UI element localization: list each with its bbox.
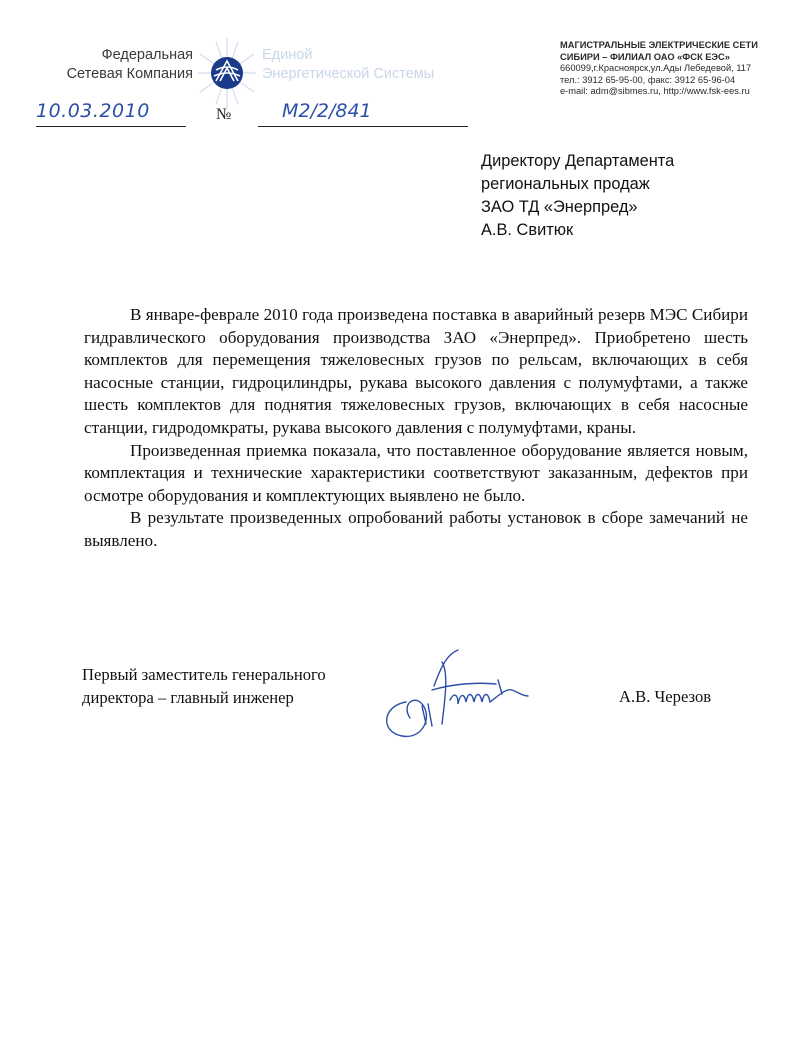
addressee-block [481, 150, 781, 242]
fsk-snowflake-emblem-icon [196, 36, 258, 110]
company-name-line: Энергетической Системы [262, 66, 435, 82]
outgoing-date: 10.03.2010 [36, 100, 150, 122]
body-paragraph: Произведенная приемка показала, что поставленное оборудование является новым, комплектация и технические характеристики соответствуют заказанным, дефектов при осмотре оборудования и комплектующих выявлено не было. [84, 440, 748, 505]
branch-phone: тел.: 3912 65-95-00, факс: 3912 65-96-04 [560, 74, 736, 85]
company-name-right [262, 46, 482, 84]
number-sign: № [216, 106, 232, 123]
company-name-left [28, 46, 193, 84]
branch-address: 660099,г.Красноярск,ул.Ады Лебедевой, 117 [560, 63, 752, 73]
body-paragraph: В январе-феврале 2010 года произведена поставка в аварийный резерв МЭС Сибири гидравлического оборудования производства ЗАО «Энерпред». Приобретено шесть комплектов для перемещения тяжеловесных грузов по рельсам, включающих в себя насосные станции, гидроцилиндры, рукава высокого давления с полумуфтами, а также шесть комплектов для поднятия тяжеловесных грузов, включающих в себя насосные станции, гидродомкраты, рукава высокого давления с полумуфтами, краны. [84, 305, 748, 437]
branch-name-line: МАГИСТРАЛЬНЫЕ ЭЛЕКТРИЧЕСКИЕ СЕТИ [560, 40, 758, 50]
branch-name-line: СИБИРИ – ФИЛИАЛ ОАО «ФСК ЕЭС» [560, 51, 730, 62]
outgoing-number: М2/2/841 [282, 100, 372, 122]
number-underline [258, 126, 468, 127]
signatory-title [82, 664, 382, 709]
addressee-line: ЗАО ТД «Энерпред» [481, 198, 638, 216]
signatory-title-line: Первый заместитель генерального [82, 665, 326, 684]
signatory-name: А.В. Черезов [619, 687, 712, 706]
branch-contacts: e-mail: adm@sibmes.ru, http://www.fsk-ees.ru [560, 86, 750, 96]
date-underline [36, 126, 186, 127]
addressee-line: региональных продаж [481, 175, 650, 193]
letter-body [84, 304, 748, 553]
signatory-title-line: директора – главный инженер [82, 687, 294, 707]
branch-requisites [560, 40, 792, 98]
addressee-line: Директору Департамента [481, 152, 675, 170]
body-paragraph: В результате произведенных опробований работы установок в сборе замечаний не выявлено. [84, 508, 748, 550]
handwritten-signature-icon [372, 644, 572, 744]
company-name-line: Сетевая Компания [66, 66, 193, 82]
addressee-line: А.В. Свитюк [481, 221, 574, 239]
company-name-line: Федеральная [101, 47, 193, 63]
company-name-line: Единой [262, 47, 313, 63]
